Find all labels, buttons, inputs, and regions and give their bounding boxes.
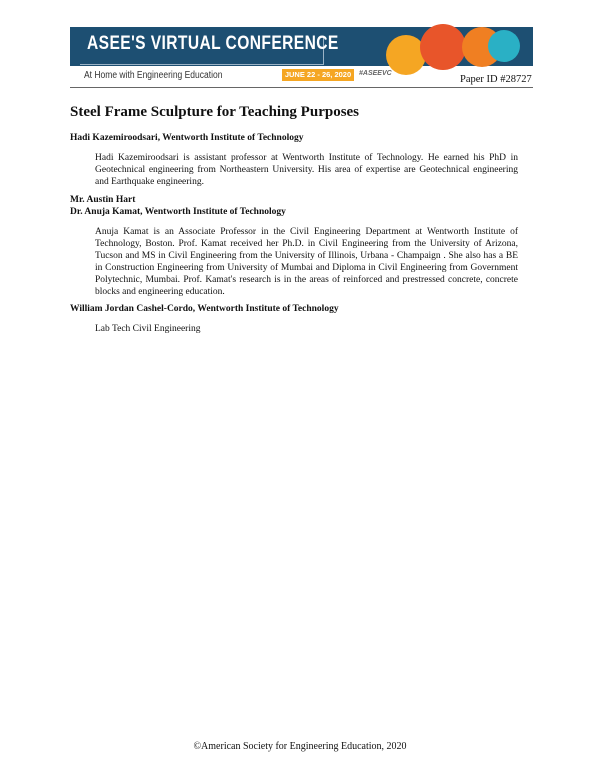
copyright-footer: ©American Society for Engineering Education, 2020	[193, 741, 407, 752]
author-heading: Dr. Anuja Kamat, Wentworth Institute of Technology	[70, 207, 286, 217]
paper-title: Steel Frame Sculpture for Teaching Purposes	[70, 104, 360, 120]
author-heading: Hadi Kazemiroodsari, Wentworth Institute of Technology	[70, 133, 304, 143]
author-heading: Mr. Austin Hart	[70, 195, 136, 205]
conference-subtitle: At Home with Engineering Education	[84, 70, 223, 81]
conference-dates: JUNE 22 - 26, 2020	[282, 69, 354, 81]
header-divider	[70, 87, 533, 88]
speech-bubble-icon	[488, 30, 520, 62]
author-bio: Lab Tech Civil Engineering	[95, 324, 201, 334]
hashtag: #ASEEVC	[359, 70, 392, 77]
conference-title: ASEE'S VIRTUAL CONFERENCE	[87, 33, 339, 54]
author-heading: William Jordan Cashel-Cordo, Wentworth Institute of Technology	[70, 304, 339, 314]
speech-bubble-icon	[420, 24, 466, 70]
author-bio: Anuja Kamat is an Associate Professor in the Civil Engineering Department at Wentworth Institute of Technology, Boston. Prof. Kamat received her Ph.D. in Civil Engineering from the University of Arizona, Tucson and MS in Civil Engineering from the University of Illinois, Urbana - Champaign . She also has a BE in Construction Engineering from University of Mumbai and Diploma in Civil Engineering from Government Polytechnic, Mumbai. Prof. Kamat's research is in the areas of reinforced and prestressed concrete, concrete blocks and engineering education.	[95, 227, 518, 297]
paper-id: Paper ID #28727	[460, 74, 532, 85]
author-bio: Hadi Kazemiroodsari is assistant professor at Wentworth Institute of Technology. He earned his PhD in Geotechnical engineering from Northeastern University. His area of expertise are Geotechnical engineering and Earthquake engineering.	[95, 153, 518, 187]
